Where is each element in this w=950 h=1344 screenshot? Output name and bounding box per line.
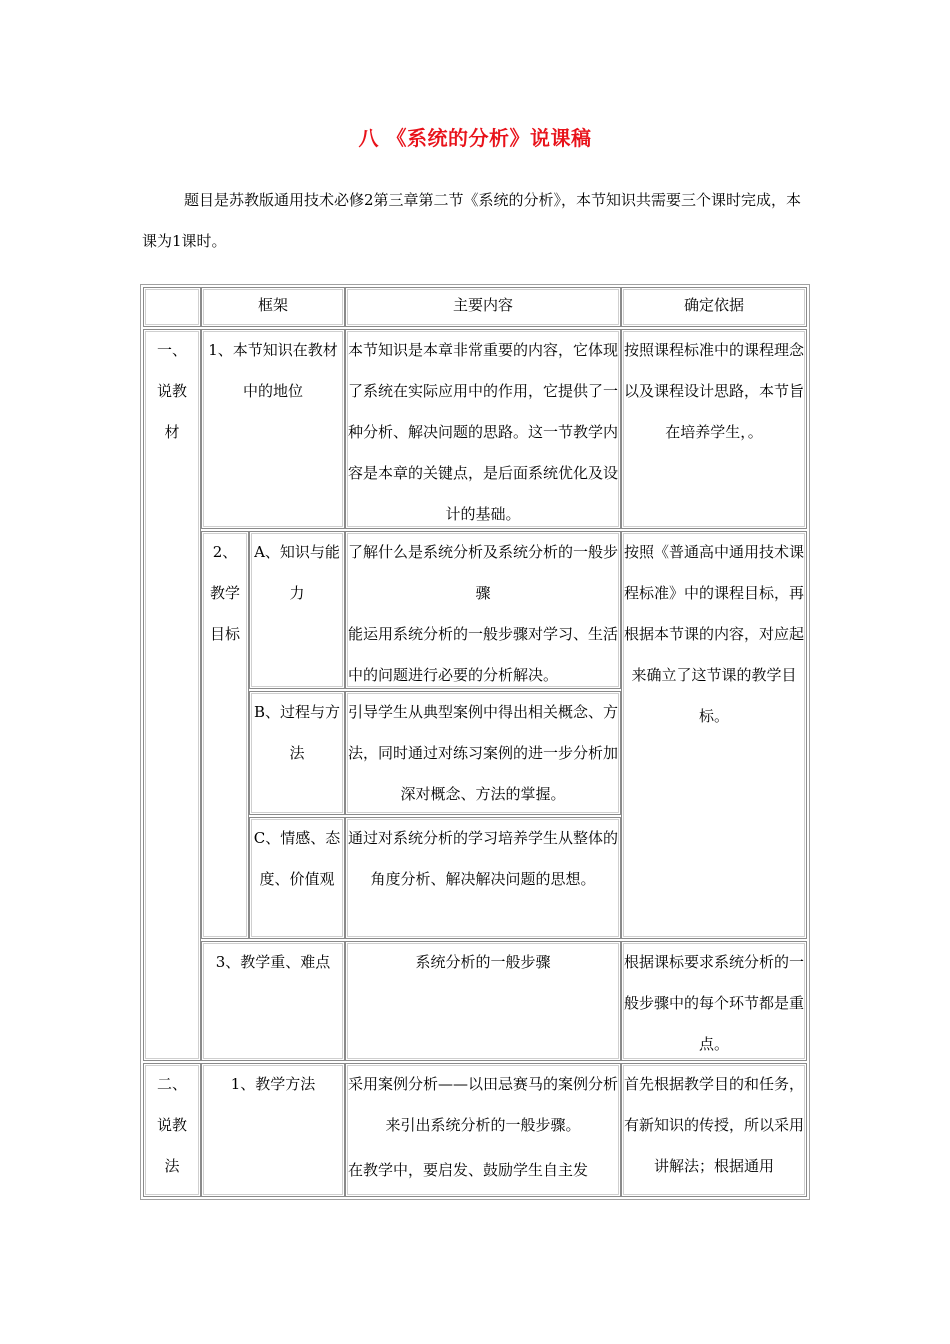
header-basis: 确定依据 <box>621 287 807 327</box>
content-emotion-attitude-values: 通过对系统分析的学习培养学生从整体的角度分析、解决解决问题的思想。 <box>345 817 621 939</box>
basis-cell-position: 按照课程标准中的课程理念以及课程设计思路，本节旨在培养学生，。 <box>621 329 807 529</box>
frame-cell-teaching-goals: 2、教学目标 <box>201 531 249 939</box>
document-title: 八 《系统的分析》说课稿 <box>358 126 592 150</box>
content-cell-teaching-method <box>345 1063 621 1197</box>
frame-cell-key-points: 3、教学重、难点 <box>201 941 345 1061</box>
frame-cell-position: 1、本节知识在教材中的地位 <box>201 329 345 529</box>
header-content: 主要内容 <box>345 287 621 327</box>
content-process-method: 引导学生从典型案例中得出相关概念、方法，同时通过对练习案例的进一步分析加深对概念、方法的掌握。 <box>345 691 621 815</box>
content-cell-key-points: 系统分析的一般步骤 <box>345 941 621 1061</box>
section-label-teaching-material: 一、说教材 <box>143 329 201 1061</box>
content-cell-position: 本节知识是本章非常重要的内容，它体现了系统在实际应用中的作用，它提供了一种分析、解决问题的思路。这一节教学内容是本章的关键点，是后面系统优化及设计的基础。 <box>345 329 621 529</box>
header-frame: 框架 <box>201 287 345 327</box>
content-line: 了解什么是系统分析及系统分析的一般步骤 <box>348 543 619 602</box>
basis-cell-teaching-method: 首先根据教学目的和任务，有新知识的传授，所以采用讲解法；根据通用 <box>621 1063 807 1197</box>
basis-cell-teaching-goals: 按照《普通高中通用技术课程标准》中的课程目标，再根据本节课的内容，对应起来确立了这节课的教学目标。 <box>621 531 807 939</box>
content-knowledge-ability <box>345 531 621 689</box>
content-line: 能运用系统分析的一般步骤对学习、生活中的问题进行必要的分析解决。 <box>348 625 619 684</box>
frame-cell-teaching-method: 1、教学方法 <box>201 1063 345 1197</box>
basis-cell-key-points: 根据课标要求系统分析的一般步骤中的每个环节都是重点。 <box>621 941 807 1061</box>
subframe-emotion-attitude-values: C、情感、态度、价值观 <box>249 817 345 939</box>
header-blank-cell <box>143 287 201 327</box>
subframe-knowledge-ability: A、知识与能力 <box>249 531 345 689</box>
subframe-process-method: B、过程与方法 <box>249 691 345 815</box>
content-line: 采用案例分析——以田忌赛马的案例分析来引出系统分析的一般步骤。 <box>348 1075 619 1134</box>
section-label-teaching-method: 二、说教法 <box>143 1063 201 1197</box>
lesson-plan-table <box>140 284 810 1200</box>
intro-paragraph: 题目是苏教版通用技术必修2第三章第二节《系统的分析》，本节知识共需要三个课时完成，本课为1课时。 <box>142 191 802 250</box>
content-line: 在教学中，要启发、鼓励学生自主发 <box>348 1161 589 1179</box>
